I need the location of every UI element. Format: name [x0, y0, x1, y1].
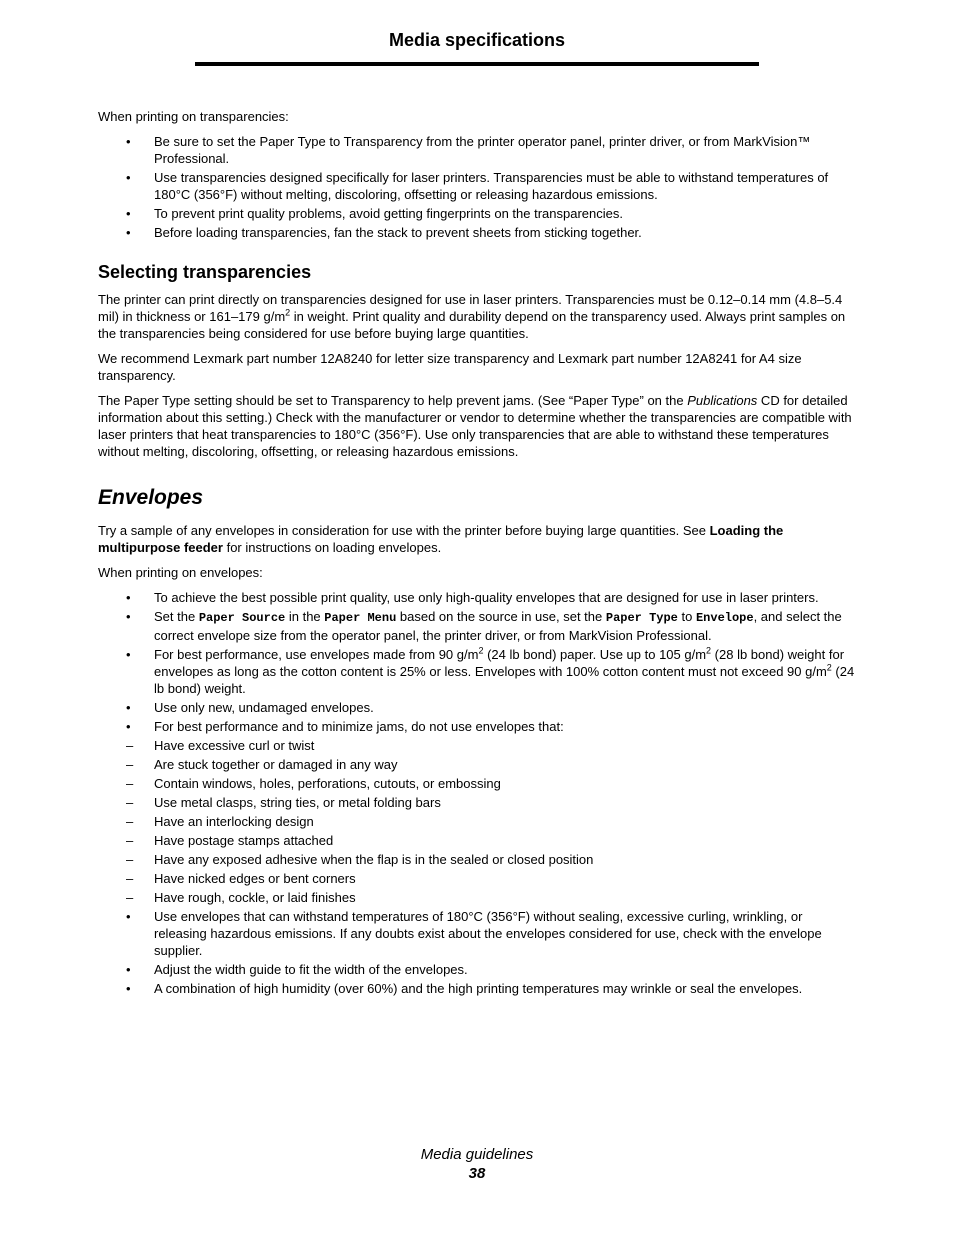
- transparencies-list: [98, 133, 858, 241]
- bullet-icon: •: [126, 962, 131, 977]
- selecting-paragraph-2: We recommend Lexmark part number 12A8240 for letter size transparency and Lexmark part number 12A8241 for A4 size transparency.: [98, 351, 802, 383]
- list-item: • To prevent print quality problems, avoid getting fingerprints on the transparencies.: [126, 206, 623, 221]
- bullet-icon: •: [126, 206, 131, 221]
- envelopes-paragraph-1: Try a sample of any envelopes in consideration for use with the printer before buying large quantities. See Loading the multipurpose feeder for instructions on loading envelopes.: [98, 523, 784, 555]
- loading-feeder-link[interactable]: Loading the multipurpose feeder: [98, 523, 784, 555]
- bullet-icon: •: [126, 909, 131, 924]
- page-number: 38: [468, 1165, 486, 1182]
- dash-icon: –: [126, 757, 134, 772]
- bullet-icon: •: [126, 700, 131, 715]
- sub-list-item: – Have excessive curl or twist: [126, 738, 315, 753]
- list-item: • Set the Paper Source in the Paper Menu based on the source in use, set the Paper Type to Envelope, and select the correct envelope size from the operator panel, the printer driver, or from MarkVision Professional.: [126, 609, 842, 643]
- sub-list-item: – Contain windows, holes, perforations, cutouts, or embossing: [126, 776, 501, 791]
- sub-list-item: – Have postage stamps attached: [126, 833, 334, 848]
- dash-icon: –: [126, 833, 134, 848]
- list-item: • A combination of high humidity (over 60%) and the high printing temperatures may wrinkle or seal the envelopes.: [126, 981, 803, 996]
- envelopes-heading: Envelopes: [98, 486, 204, 509]
- list-item: • To achieve the best possible print quality, use only high-quality envelopes that are designed for use in laser printers.: [126, 590, 819, 605]
- list-item: • Adjust the width guide to fit the width of the envelopes.: [126, 962, 468, 977]
- selecting-paragraph-3: The Paper Type setting should be set to Transparency to help prevent jams. (See “Paper Type” on the Publications CD for detailed information about this setting.) Check with the manufacturer or vendor to determine whether the transparencies are compatible with laser printers that heat transparencies to 180°C (356°F). Use only transparencies that are able to withstand these temperatures without melting, discoloring, offsetting, or releasing hazardous emissions.: [98, 393, 852, 459]
- bullet-icon: •: [126, 170, 131, 185]
- list-item: • Use envelopes that can withstand temperatures of 180°C (356°F) without sealing, excessive curling, wrinkling, or releasing hazardous emissions. If any doubts exist about the envelopes considered for use, check with the envelope supplier.: [126, 909, 822, 958]
- header-rule: [195, 62, 759, 66]
- transparencies-intro: When printing on transparencies:: [98, 109, 289, 124]
- bullet-icon: •: [126, 609, 131, 624]
- envelopes-intro: When printing on envelopes:: [98, 565, 263, 580]
- bullet-icon: •: [126, 719, 131, 734]
- sub-list-item: – Have an interlocking design: [126, 814, 314, 829]
- bullet-icon: •: [126, 134, 131, 149]
- dash-icon: –: [126, 795, 134, 810]
- selecting-paragraph-1: The printer can print directly on transparencies designed for use in laser printers. Transparencies must be 0.12–0.14 mm (4.8–5.4 mil) in thickness or 161–179 $g/m^2$ in weight. Print quality and durability depend on the transparency used. Always print samples on the transparencies being considered for use before buying large quantities.: [98, 292, 846, 341]
- sub-list-item: – Use metal clasps, string ties, or metal folding bars: [126, 795, 441, 810]
- list-item: • For best performance and to minimize jams, do not use envelopes that: – Have excessive curl or twist – Are stuck together or damaged in any way – Contain windows, holes, perforations, cutouts, or embossing – Use metal clasps, string ties, or metal folding bars – Have an interlocking design – Have postage stamps attached – Have any exposed adhesive when the flap is in the sealed or closed position – Have nicked edges or bent corners – Have rough, cockle, or laid finishes: [98, 718, 858, 906]
- list-item: • For best performance, use envelopes made from 90 $g/m^2$ (24 lb bond) paper. Use up to 105 $g/m^2$ (28 lb bond) weight for envelopes as long as the cotton content is 25% or less. Envelopes with 100% cotton content must not exceed 90 $g/m^2$ (24 lb bond) weight.: [126, 645, 855, 696]
- dash-icon: –: [126, 776, 134, 791]
- selecting-transparencies-heading: Selecting transparencies: [98, 262, 312, 282]
- dash-icon: –: [126, 890, 134, 905]
- footer-section-label: Media guidelines: [420, 1146, 534, 1163]
- sub-list-item: – Have any exposed adhesive when the flap is in the sealed or closed position: [126, 852, 594, 867]
- list-item: • Be sure to set the Paper Type to Transparency from the printer operator panel, printer driver, or from MarkVision™ Professional.: [126, 134, 811, 166]
- dash-icon: –: [126, 814, 134, 829]
- dash-icon: –: [126, 738, 134, 753]
- envelopes-avoid-list: [126, 737, 858, 906]
- list-item: • Use transparencies designed specifically for laser printers. Transparencies must be able to withstand temperatures of 180°C (356°F) without melting, discoloring, offsetting or releasing hazardous emissions.: [126, 170, 829, 202]
- page-header-title: Media specifications: [388, 30, 566, 50]
- bullet-icon: •: [126, 225, 131, 240]
- sub-list-item: – Are stuck together or damaged in any way: [126, 757, 398, 772]
- list-item: • Before loading transparencies, fan the stack to prevent sheets from sticking together.: [126, 225, 642, 240]
- bullet-icon: •: [126, 981, 131, 996]
- dash-icon: –: [126, 871, 134, 886]
- list-item: • Use only new, undamaged envelopes.: [126, 700, 374, 715]
- bullet-icon: •: [126, 590, 131, 605]
- sub-list-item: – Have rough, cockle, or laid finishes: [126, 890, 356, 905]
- dash-icon: –: [126, 852, 134, 867]
- bullet-icon: •: [126, 647, 131, 662]
- envelopes-list: [98, 589, 858, 997]
- page-content: [98, 108, 858, 999]
- sub-list-item: – Have nicked edges or bent corners: [126, 871, 356, 886]
